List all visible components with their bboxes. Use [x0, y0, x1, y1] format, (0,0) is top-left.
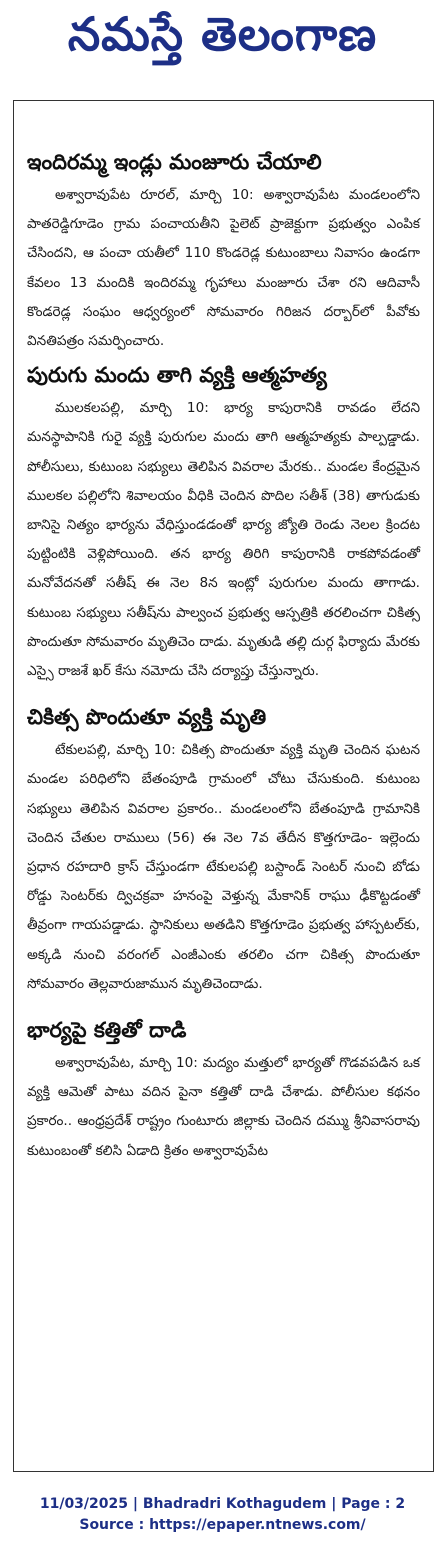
page-footer — [0, 1494, 445, 1536]
news-clipping — [13, 100, 434, 1472]
article-3-body: టేకులపల్లి, మార్చి 10: చికిత్స పొందుతూ వ్యక్తి మృతి చెందిన ఘటన మండల పరిధిలోని బేతంపూడి గ్రామంలో చోటు చేసుకుంది. కుటుంబ సభ్యులు తెలిపిన వివరాల ప్రకారం.. మండలంలోని బేతంపూడి గ్రామానికి చెందిన చేతుల రాములు (56) ఈ నెల 7వ తేదీన కొత్తగూడెం- ఇల్లెందు ప్రధాన రహదారి క్రాస్ చేస్తుండగా టేకులపల్లి బస్టాండ్ సెంటర్ నుంచి బోడు రోడ్డు సెంటర్‌కు ద్విచక్రవా హనంపై వెళ్తున్న మేకానిక్ రాఘు ఢీకొట్టడంతో తీవ్రంగా గాయపడ్డాడు. స్థానికులు అతడిని కొత్తగూడెం ప్రభుత్వ హాస్పటల్‌కు, అక్కడి నుంచి వరంగల్ ఎంజీఎంకు తరలిం చగా చికిత్స పొందుతూ సోమవారం తెల్లవారుజామున మృతిచెందాడు. — [27, 742, 420, 992]
article-2-headline: పురుగు మందు తాగి వ్యక్తి ఆత్మహత్య — [27, 363, 327, 388]
article-1-headline: ఇందిరమ్మ ఇండ్లు మంజూరు చేయాలి — [27, 150, 322, 174]
footer-date-edition: 11/03/2025 | Bhadradri Kothagudem | Page : 2 — [39, 1496, 406, 1512]
article-4-body: అశ్వారావుపేట, మార్చి 10: మద్యం మత్తులో భార్యతో గొడవపడిన ఒక వ్యక్తి ఆమెతో పాటు వదిన పైనా కత్తితో దాడి చేశాడు. పోలీసుల కథనం ప్రకారం.. ఆంధ్రప్రదేశ్ రాష్ట్రం గుంటూరు జిల్లాకు చెందిన దమ్ము శ్రీనివాసరావు కుటుంబంతో కలిసి ఏడాది క్రితం అశ్వారావుపేట — [27, 1055, 420, 1159]
footer-source: Source : https://epaper.ntnews.com/ — [79, 1517, 366, 1533]
article-3-headline: చికిత్స పొందుతూ వ్యక్తి మృతి — [27, 705, 267, 730]
article-1-body: అశ్వారావుపేట రూరల్, మార్చి 10: అశ్వారావుపేట మండలంలోని పాతరెడ్డిగూడెం గ్రామ పంచాయతీని పైలెట్ ప్రాజెక్టుగా ప్రభుత్వం ఎంపిక చేసిందని, ఆ పంచా యతీలో 110 కొండరెడ్ల కుటుంబాలు నివాసం ఉండగా కేవలం 13 మందికి ఇందిరమ్మ గృహాలు మంజూరు చేశా రని ఆదివాసీ కొండరెడ్ల సంఘం ఆధ్వర్యంలో సోమవారం గిరిజన దర్బార్‌లో పీవోకు వినతిపత్రం సమర్పించారు. — [27, 187, 420, 350]
masthead — [0, 0, 445, 80]
newspaper-logo: నమస్తే తెలంగాణ — [67, 7, 378, 61]
article-4-headline: భార్యపై కత్తితో దాడి — [27, 1018, 187, 1043]
article-2-body: ములకలపల్లి, మార్చి 10: భార్య కాపురానికి రావడం లేదని మనస్థాపానికి గురై వ్యక్తి పురుగుల మందు తాగి ఆత్మహత్యకు పాల్పడ్డాడు. పోలీసులు, కుటుంబ సభ్యులు తెలిపిన వివరాల మేరకు.. మండల కేంద్రమైన ములకల పల్లిలోని శివాలయం వీధికి చెందిన పొదిల సతీశ్ (38) తాగుడుకు బానిసై నిత్యం భార్యను వేధిస్తుండడంతో భార్య జ్యోతి రెండు నెలల క్రిందట పుట్టింటికి వెళ్లిపోయింది. తన భార్య తిరిగి కాపురానికి రాకపోవడంతో మనోవేదనతో సతీష్ ఈ నెల 8న ఇంట్లో పురుగుల మందు తాగాడు. కుటుంబ సభ్యులు సతీష్‌ను పాల్వంచ ప్రభుత్వ ఆస్పత్రికి తరలించగా చికిత్స పొందుతూ సోమవారం మృతిచెం దాడు. మృతుడి తల్లి దుర్గ ఫిర్యాదు మేరకు ఎస్సై రాజశే ఖర్ కేసు నమోదు చేసి దర్యాప్తు చేస్తున్నారు. — [27, 400, 420, 680]
